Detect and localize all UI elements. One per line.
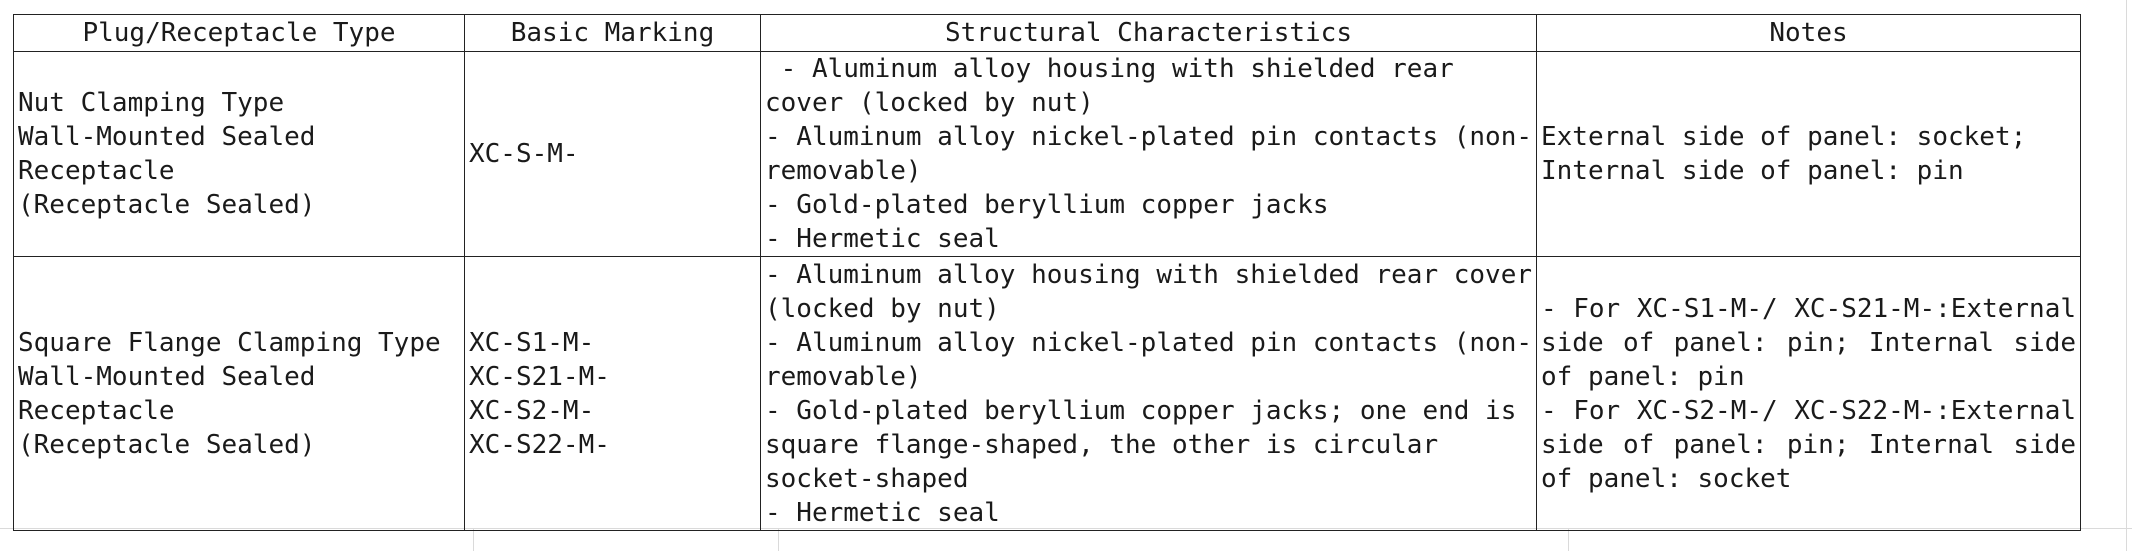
table-row — [14, 52, 2081, 257]
marking-cell[interactable] — [465, 257, 761, 531]
header-cell-marking[interactable]: Basic Marking — [465, 15, 761, 52]
type-cell[interactable] — [14, 52, 465, 257]
cell-line: (Receptacle Sealed) — [18, 429, 316, 460]
cell-line: (Receptacle Sealed) — [18, 190, 316, 220]
cell-line: - Aluminum alloy housing with shielded rear cover (locked by nut) — [765, 259, 1533, 324]
cell-line: - For XC-S1-M-/ XC-S21-M-:External side of panel: pin; Internal side of panel: pin — [1541, 293, 2076, 392]
cell-line: - Aluminum alloy housing with shielded rear cover (locked by nut) — [765, 54, 1470, 118]
header-cell-structure[interactable]: Structural Characteristics — [761, 15, 1537, 52]
cell-line: - Gold-plated beryllium copper jacks; one end is square flange-shaped, the other is circular socket-shaped — [765, 395, 1517, 494]
type-cell[interactable] — [14, 257, 465, 531]
cell-line: - Aluminum alloy nickel-plated pin contacts (non-removable) — [765, 327, 1533, 392]
gridline — [473, 528, 474, 551]
gridline — [2126, 0, 2127, 551]
cell-line: XC-S-M- — [469, 139, 579, 169]
header-cell-type[interactable]: Plug/Receptacle Type — [14, 15, 465, 52]
cell-line: External side of panel: socket; — [1541, 122, 2027, 152]
cell-line: Square Flange Clamping Type — [18, 327, 441, 358]
cell-line: - Hermetic seal — [765, 497, 1000, 528]
cell-line: - For XC-S2-M-/ XC-S22-M-:External side of panel: pin; Internal side of panel: socket — [1541, 395, 2076, 494]
cell-line: Internal side of panel: pin — [1541, 156, 1964, 186]
table-row — [14, 257, 2081, 531]
cell-line: XC-S1-M- — [469, 327, 595, 358]
marking-cell[interactable] — [465, 52, 761, 257]
cell-line: Nut Clamping Type — [18, 88, 285, 118]
header-cell-notes[interactable]: Notes — [1537, 15, 2081, 52]
connector-spec-table — [13, 14, 2081, 531]
cell-line: XC-S2-M- — [469, 395, 595, 426]
notes-cell[interactable] — [1537, 52, 2081, 257]
gridline — [778, 528, 779, 551]
cell-line: Wall-Mounted Sealed Receptacle — [18, 361, 316, 426]
cell-line: XC-S22-M- — [469, 429, 610, 460]
structure-cell[interactable] — [761, 52, 1537, 257]
gridline — [1568, 528, 1569, 551]
notes-cell[interactable] — [1537, 257, 2081, 531]
cell-line: - Hermetic seal — [765, 224, 1000, 254]
cell-line: - Aluminum alloy nickel-plated pin contacts (non-removable) — [765, 122, 1533, 186]
cell-line: - Gold-plated beryllium copper jacks — [765, 190, 1329, 220]
cell-line: Wall-Mounted Sealed Receptacle — [18, 122, 316, 186]
header-row — [14, 15, 2081, 52]
structure-cell[interactable] — [761, 257, 1537, 531]
cell-line: XC-S21-M- — [469, 361, 610, 392]
